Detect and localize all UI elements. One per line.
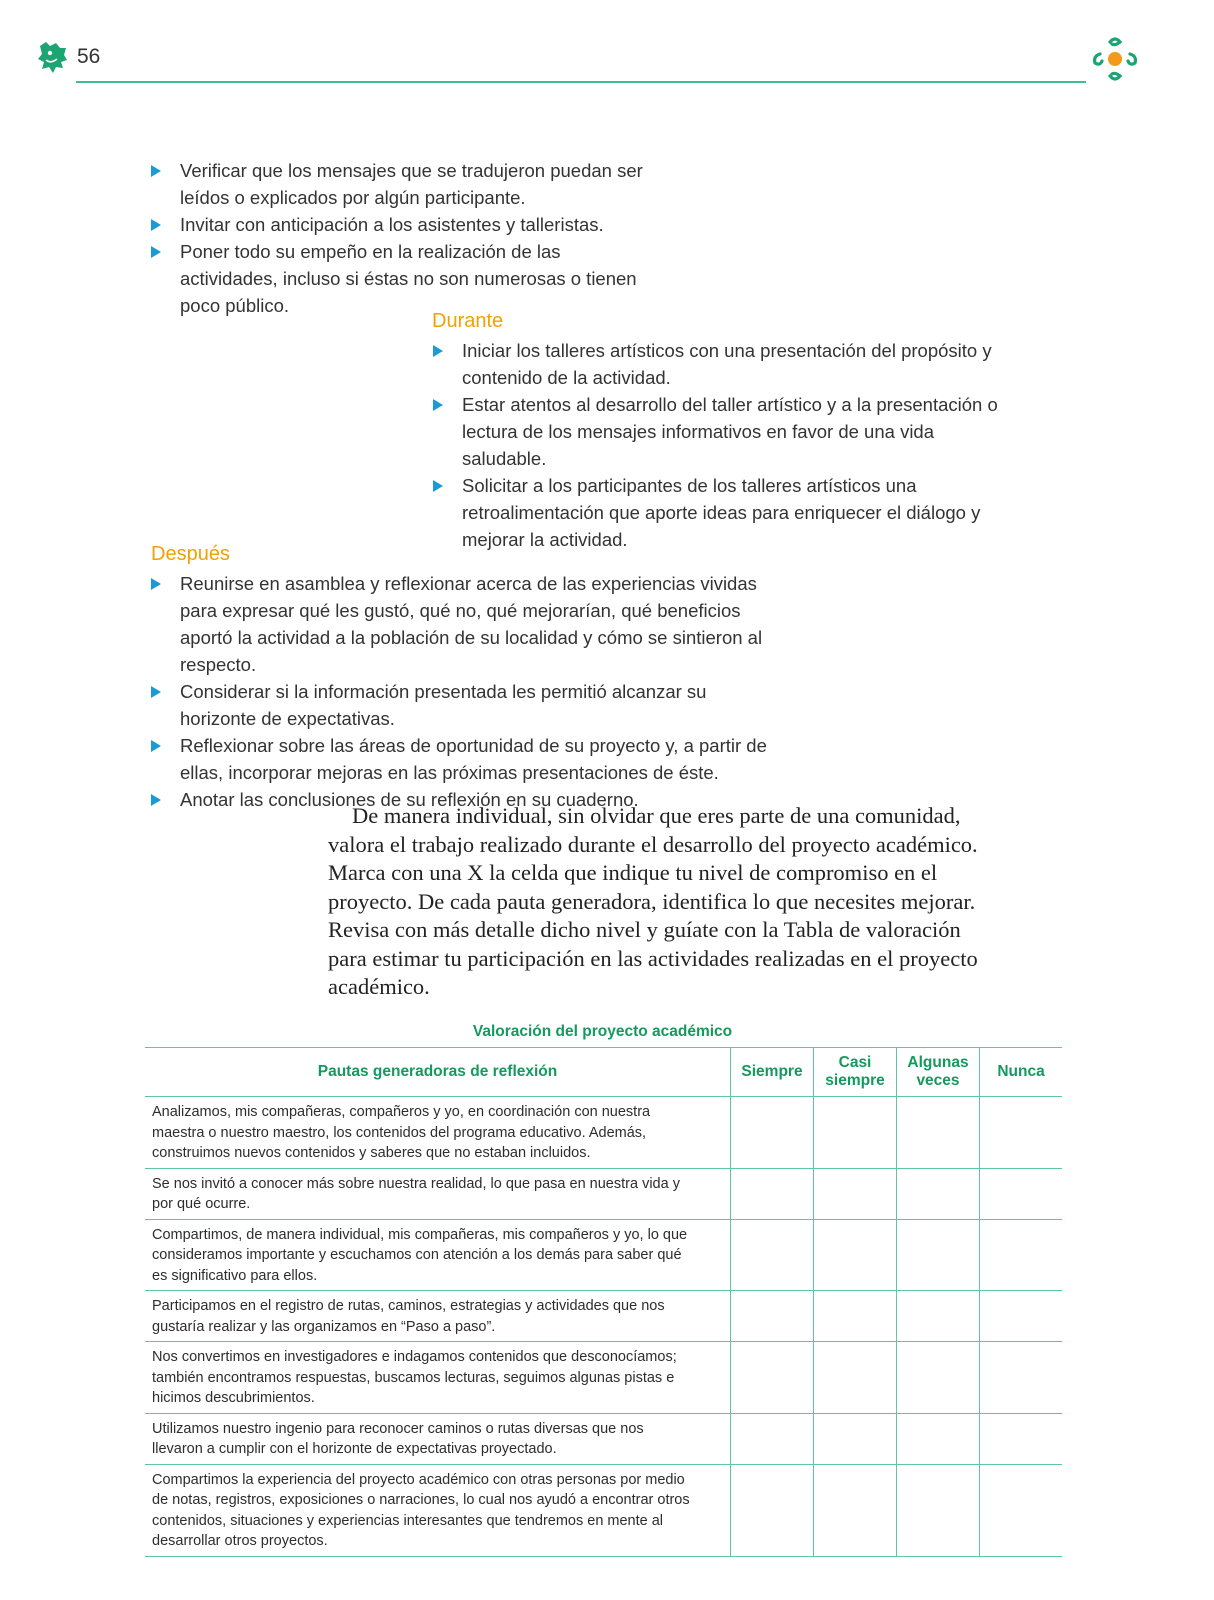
- pauta-text: Nos convertimos en investigadores e indagamos contenidos que desconocíamos; también encontramos respuestas, buscamos lecturas, seguimos algunas pistas e hicimos descubrimientos.: [145, 1342, 731, 1414]
- durante-list: [433, 337, 1008, 553]
- cell-casi-siempre[interactable]: [814, 1413, 897, 1464]
- list-item: Anotar las conclusiones de su reflexión en su cuaderno.: [151, 786, 781, 813]
- cell-nunca[interactable]: [980, 1413, 1063, 1464]
- triangle-bullet-icon: [433, 480, 443, 492]
- triangle-bullet-icon: [433, 399, 443, 411]
- pauta-text: Compartimos la experiencia del proyecto académico con otras personas por medio de notas, registros, exposiciones o narraciones, lo cual nos ayudó a encontrar otros contenidos, situaciones y experiencias interesantes que tendremos en mente al desarrollar otros proyectos.: [145, 1464, 731, 1556]
- cell-siempre[interactable]: [731, 1097, 814, 1169]
- despues-list: [151, 570, 781, 813]
- list-item: Reflexionar sobre las áreas de oportunidad de su proyecto y, a partir de ellas, incorporar mejoras en las próximas presentaciones de éste.: [151, 732, 781, 786]
- list-item: Estar atentos al desarrollo del taller artístico y a la presentación o lectura de los mensajes informativos en favor de una vida saludable.: [433, 391, 1008, 472]
- cell-siempre[interactable]: [731, 1413, 814, 1464]
- header-siempre: Siempre: [731, 1048, 814, 1097]
- page-number: 56: [77, 45, 101, 68]
- valoracion-table: [145, 1047, 1062, 1557]
- cell-algunas-veces[interactable]: [897, 1464, 980, 1556]
- triangle-bullet-icon: [151, 686, 161, 698]
- despues-heading: Después: [151, 543, 230, 565]
- triangle-bullet-icon: [151, 740, 161, 752]
- cell-algunas-veces[interactable]: [897, 1219, 980, 1291]
- table-header-row: [145, 1048, 1062, 1097]
- pauta-text: Utilizamos nuestro ingenio para reconocer caminos o rutas diversas que nos llevaron a cumplir con el horizonte de expectativas proyectado.: [145, 1413, 731, 1464]
- list-item: Solicitar a los participantes de los talleres artísticos una retroalimentación que aporte ideas para enriquecer el diálogo y mejorar la actividad.: [433, 472, 1008, 553]
- page-header: [0, 0, 1214, 90]
- cell-algunas-veces[interactable]: [897, 1291, 980, 1342]
- durante-heading: Durante: [432, 310, 504, 332]
- cell-siempre[interactable]: [731, 1219, 814, 1291]
- list-item: Iniciar los talleres artísticos con una presentación del propósito y contenido de la actividad.: [433, 337, 1008, 391]
- triangle-bullet-icon: [151, 165, 161, 177]
- jaguar-head-icon: [36, 40, 68, 74]
- antes-list: [151, 157, 661, 319]
- cell-siempre[interactable]: [731, 1464, 814, 1556]
- cell-casi-siempre[interactable]: [814, 1464, 897, 1556]
- header-pautas: Pautas generadoras de reflexión: [145, 1048, 731, 1097]
- pauta-text: Se nos invitó a conocer más sobre nuestra realidad, lo que pasa en nuestra vida y por qué ocurre.: [145, 1168, 731, 1219]
- cell-nunca[interactable]: [980, 1168, 1063, 1219]
- cell-casi-siempre[interactable]: [814, 1097, 897, 1169]
- triangle-bullet-icon: [151, 246, 161, 258]
- cell-nunca[interactable]: [980, 1291, 1063, 1342]
- header-algunas-veces: Algunas veces: [897, 1048, 980, 1097]
- table-row: [145, 1342, 1062, 1414]
- table-row: [145, 1097, 1062, 1169]
- cell-nunca[interactable]: [980, 1342, 1063, 1414]
- pauta-text: Analizamos, mis compañeras, compañeros y yo, en coordinación con nuestra maestra o nuestro maestro, los contenidos del programa educativo. Además, construimos nuevos contenidos y saberes que no estaban incluidos.: [145, 1097, 731, 1169]
- table-title: Valoración del proyecto académico: [472, 1023, 733, 1040]
- list-item: Verificar que los mensajes que se tradujeron puedan ser leídos o explicados por algún participante.: [151, 157, 661, 211]
- sun-spiral-logo-icon: [1088, 34, 1142, 84]
- instructions-paragraph: De manera individual, sin olvidar que eres parte de una comunidad, valora el trabajo realizado durante el desarrollo del proyecto académico. Marca con una X la celda que indique tu nivel de compromiso en el proyecto. De cada pauta generadora, identifica lo que necesites mejorar. Revisa con más detalle dicho nivel y guíate con la Tabla de valoración para estimar tu participación en las actividades realizadas en el proyecto académico.: [328, 803, 978, 999]
- header-casi-siempre: Casi siempre: [814, 1048, 897, 1097]
- cell-casi-siempre[interactable]: [814, 1168, 897, 1219]
- table-row: [145, 1413, 1062, 1464]
- cell-siempre[interactable]: [731, 1342, 814, 1414]
- header-nunca: Nunca: [980, 1048, 1063, 1097]
- cell-nunca[interactable]: [980, 1097, 1063, 1169]
- table-row: [145, 1464, 1062, 1556]
- cell-algunas-veces[interactable]: [897, 1168, 980, 1219]
- cell-siempre[interactable]: [731, 1291, 814, 1342]
- list-item: Considerar si la información presentada les permitió alcanzar su horizonte de expectativas.: [151, 678, 781, 732]
- pauta-text: Compartimos, de manera individual, mis compañeras, mis compañeros y yo, lo que consideramos importante y escuchamos con atención a los demás para saber qué es significativo para ellos.: [145, 1219, 731, 1291]
- cell-nunca[interactable]: [980, 1464, 1063, 1556]
- list-item: Invitar con anticipación a los asistentes y talleristas.: [151, 211, 661, 238]
- cell-casi-siempre[interactable]: [814, 1291, 897, 1342]
- pauta-text: Participamos en el registro de rutas, caminos, estrategias y actividades que nos gustaría realizar y las organizamos en “Paso a paso”.: [145, 1291, 731, 1342]
- table-row: [145, 1291, 1062, 1342]
- cell-casi-siempre[interactable]: [814, 1219, 897, 1291]
- list-item: Reunirse en asamblea y reflexionar acerca de las experiencias vividas para expresar qué les gustó, qué no, qué mejorarían, qué beneficios aportó la actividad a la población de su localidad y cómo se sintieron al respecto.: [151, 570, 781, 678]
- header-rule: [76, 81, 1086, 83]
- cell-algunas-veces[interactable]: [897, 1097, 980, 1169]
- triangle-bullet-icon: [433, 345, 443, 357]
- cell-algunas-veces[interactable]: [897, 1413, 980, 1464]
- cell-algunas-veces[interactable]: [897, 1342, 980, 1414]
- triangle-bullet-icon: [151, 578, 161, 590]
- list-item: Poner todo su empeño en la realización de las actividades, incluso si éstas no son numerosas o tienen poco público.: [151, 238, 661, 319]
- cell-casi-siempre[interactable]: [814, 1342, 897, 1414]
- triangle-bullet-icon: [151, 794, 161, 806]
- table-row: [145, 1219, 1062, 1291]
- cell-siempre[interactable]: [731, 1168, 814, 1219]
- table-row: [145, 1168, 1062, 1219]
- triangle-bullet-icon: [151, 219, 161, 231]
- cell-nunca[interactable]: [980, 1219, 1063, 1291]
